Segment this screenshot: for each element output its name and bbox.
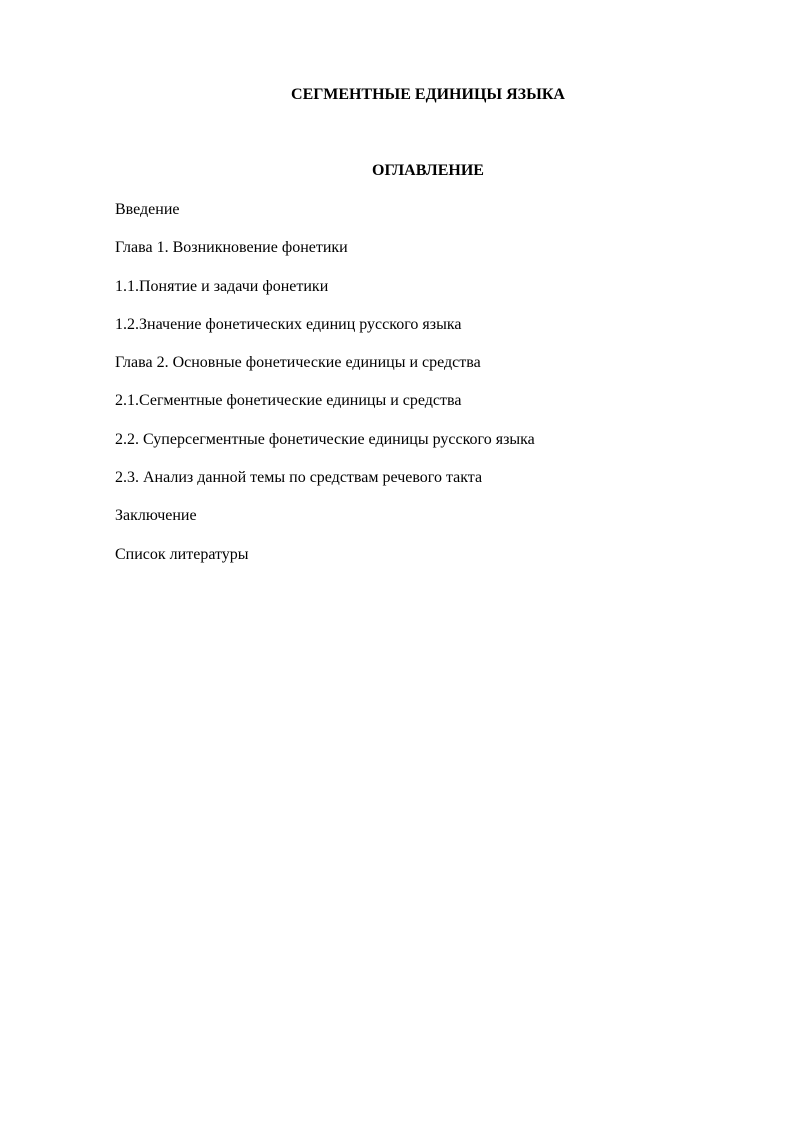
toc-heading: ОГЛАВЛЕНИЕ	[372, 162, 484, 179]
toc-item-conclusion: Заключение	[115, 507, 197, 525]
toc-item-chapter-2: Глава 2. Основные фонетические единицы и средства	[115, 354, 481, 372]
table-of-contents	[115, 199, 535, 582]
toc-item-section-2-3: 2.3. Анализ данной темы по средствам речевого такта	[115, 469, 483, 487]
toc-item-introduction: Введение	[115, 201, 180, 218]
toc-item-section-2-2: 2.2. Суперсегментные фонетические единицы русского языка	[115, 430, 535, 448]
toc-item-references: Список литературы	[115, 545, 249, 563]
toc-item-section-1-2: 1.2.Значение фонетических единиц русского языка	[115, 315, 462, 333]
toc-item-chapter-1: Глава 1. Возникновение фонетики	[115, 239, 348, 257]
toc-item-section-2-1: 2.1.Сегментные фонетические единицы и средства	[115, 392, 462, 410]
document-title: СЕГМЕНТНЫЕ ЕДИНИЦЫ ЯЗЫКА	[291, 86, 565, 103]
toc-item-section-1-1: 1.1.Понятие и задачи фонетики	[115, 277, 329, 295]
